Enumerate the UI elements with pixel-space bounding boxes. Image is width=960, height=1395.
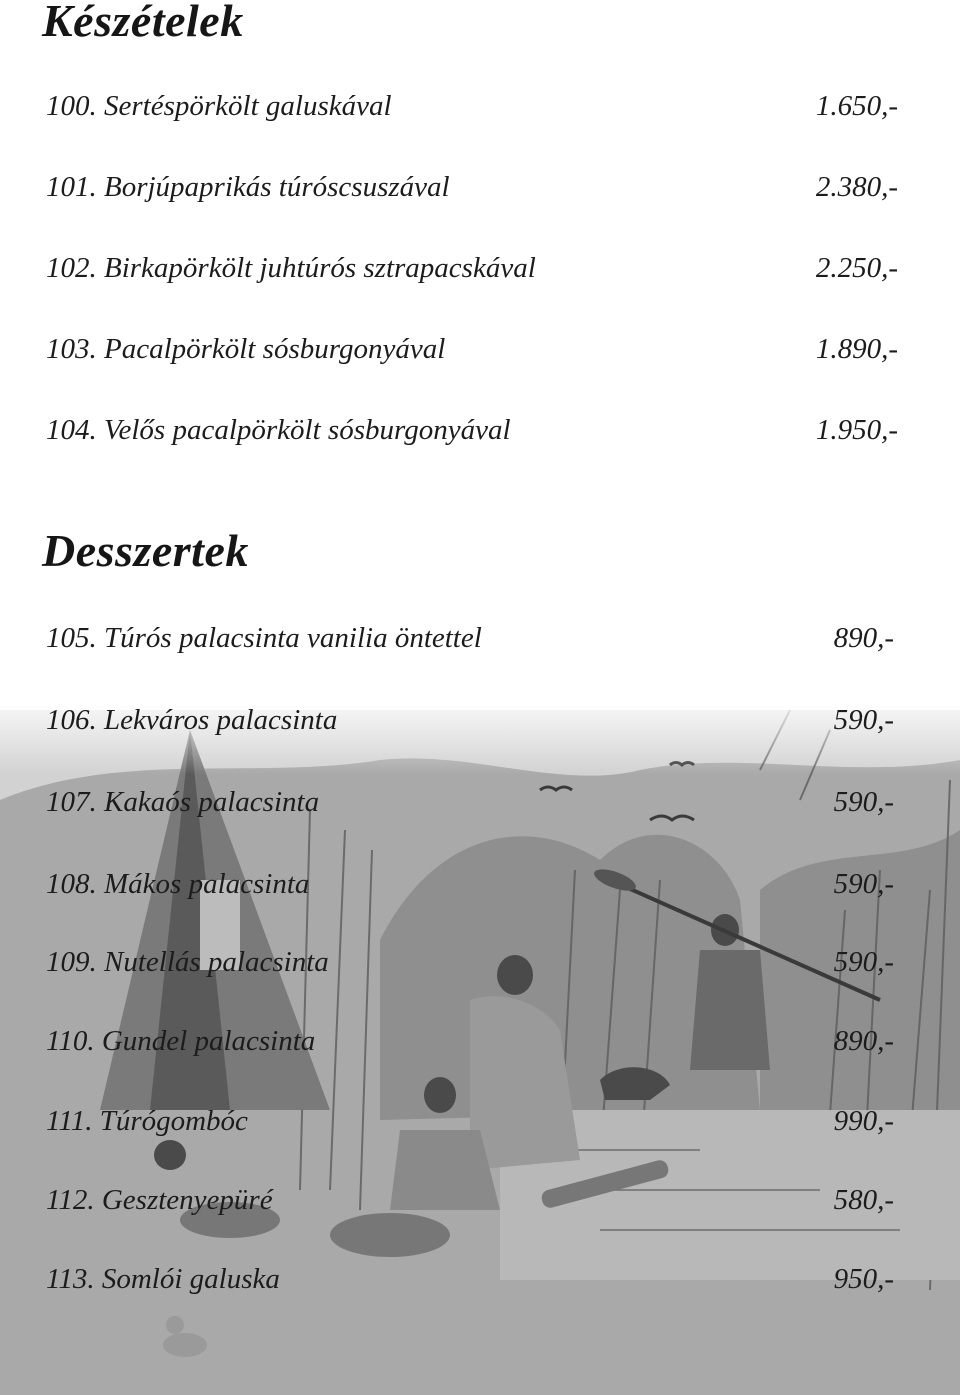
menu-item-name: 102. Birkapörkölt juhtúrós sztrapacskával	[46, 252, 536, 284]
section-title-keszetelek: Készételek	[42, 0, 244, 46]
menu-item-name: 103. Pacalpörkölt sósburgonyával	[46, 333, 446, 365]
menu-item-name: 108. Mákos palacsinta	[46, 868, 310, 900]
menu-item	[46, 1021, 898, 1061]
menu-item-price: 1.890,-	[815, 333, 898, 365]
menu-item-name: 111. Túrógombóc	[46, 1105, 248, 1137]
menu-item-price: 2.380,-	[815, 171, 898, 203]
menu-item-price: 1.950,-	[815, 414, 898, 446]
menu-item-price: 590,-	[833, 868, 894, 900]
menu-item-name: 109. Nutellás palacsinta	[46, 946, 329, 978]
menu-item	[46, 329, 898, 369]
menu-item-name: 110. Gundel palacsinta	[46, 1025, 316, 1057]
menu-item-price: 1.650,-	[815, 90, 898, 122]
menu-item	[46, 864, 898, 904]
menu-item-price: 890,-	[833, 1025, 894, 1057]
menu-item-price: 890,-	[833, 622, 894, 654]
menu-item	[46, 782, 898, 822]
menu-item-price: 590,-	[833, 704, 894, 736]
menu-item	[46, 248, 898, 288]
menu-item-name: 101. Borjúpaprikás túróscsuszával	[46, 171, 450, 203]
menu-item-price: 2.250,-	[815, 252, 898, 284]
menu-item	[46, 167, 898, 207]
menu-item-name: 113. Somlói galuska	[46, 1263, 280, 1295]
menu-item	[46, 1101, 898, 1141]
menu-item-name: 104. Velős pacalpörkölt sósburgonyával	[46, 414, 511, 446]
menu-item-price: 950,-	[833, 1263, 894, 1295]
menu-item-name: 100. Sertéspörkölt galuskával	[46, 90, 392, 122]
menu-item	[46, 86, 898, 126]
menu-item	[46, 942, 898, 982]
menu-item-name: 106. Lekváros palacsinta	[46, 704, 338, 736]
menu-item-name: 105. Túrós palacsinta vanilia öntettel	[46, 622, 482, 654]
menu-item-price: 590,-	[833, 786, 894, 818]
menu-item	[46, 1259, 898, 1299]
menu-item	[46, 410, 898, 450]
menu-item	[46, 700, 898, 740]
section-title-desszertek: Desszertek	[42, 525, 249, 576]
menu-item	[46, 618, 898, 658]
menu-item-price: 990,-	[833, 1105, 894, 1137]
menu-item-price: 580,-	[833, 1184, 894, 1216]
menu-item	[46, 1180, 898, 1220]
menu-item-name: 112. Gesztenyepüré	[46, 1184, 273, 1216]
menu-item-name: 107. Kakaós palacsinta	[46, 786, 320, 818]
menu-item-price: 590,-	[833, 946, 894, 978]
